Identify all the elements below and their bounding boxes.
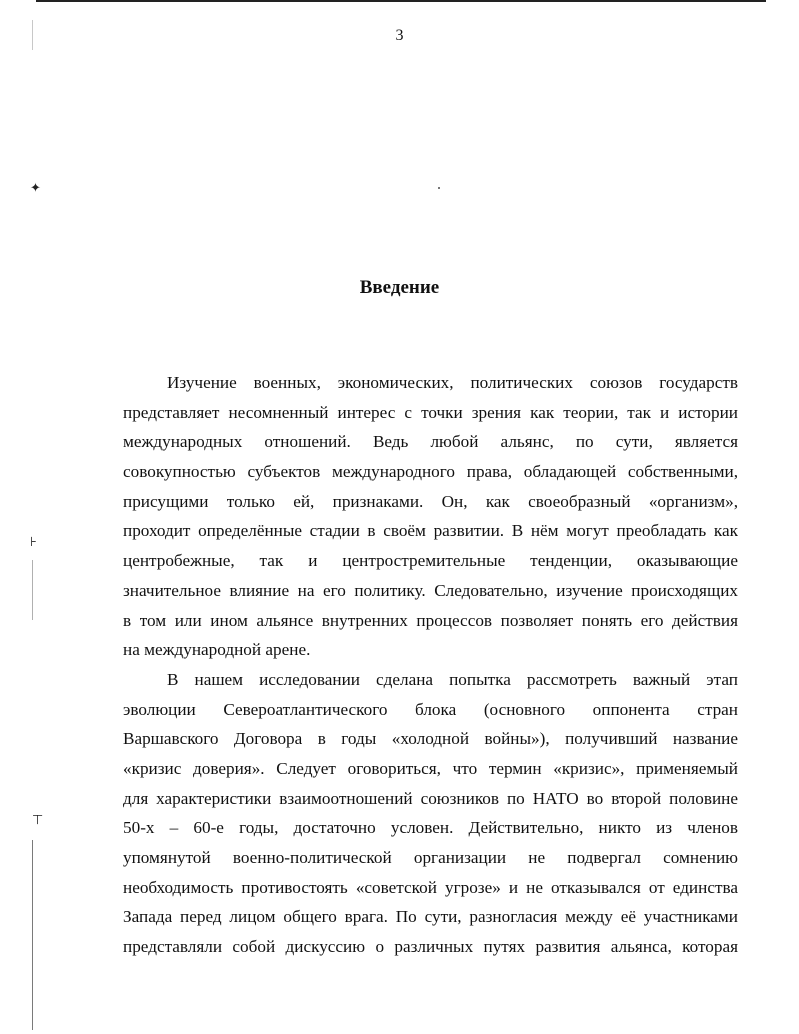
scan-speck: [438, 187, 440, 189]
text-line: на международной арене.: [123, 640, 311, 660]
scan-artifact-mark: ⊤: [32, 813, 44, 828]
scan-edge-line: [32, 840, 33, 1030]
text-line: центробежные, так и центростремительные тенденции, оказывающие: [123, 551, 738, 571]
text-line: Запада перед лицом общего врага. По сути, разногласия между её участниками: [123, 907, 738, 927]
text-line: 50-х – 60-е годы, достаточно условен. Действительно, никто из членов: [123, 818, 738, 838]
text-line: проходит определённые стадии в своём развитии. В нём могут преобладать как: [123, 521, 738, 541]
scan-edge-line: [32, 560, 33, 620]
text-line: совокупностью субъектов международного права, обладающей собственными,: [123, 462, 738, 482]
text-line: эволюции Североатлантического блока (основного оппонента стран: [123, 699, 738, 719]
text-line: международных отношений. Ведь любой альянс, по сути, является: [123, 432, 738, 452]
scan-top-border: [36, 0, 766, 2]
paragraph-2: [123, 665, 738, 962]
text-line: значительное влияние на его политику. Следовательно, изучение происходящих: [123, 580, 738, 600]
text-line: упомянутой военно-политической организации не подвергал сомнению: [123, 848, 738, 867]
paragraph-1: [123, 368, 738, 665]
text-line: В нашем исследовании сделана попытка рассмотреть важный этап: [167, 669, 738, 689]
text-line: Изучение военных, экономических, политических союзов государств: [167, 373, 738, 392]
text-line: необходимость противостоять «советской угрозе» и не отказывался от единства: [123, 877, 738, 897]
text-line: «кризис доверия». Следует оговориться, что термин «кризис», применяемый: [123, 758, 738, 778]
page-number: 3: [395, 27, 404, 44]
text-line: представляли собой дискуссию о различных путях развития альянса, которая: [123, 937, 738, 957]
body-text: [123, 368, 738, 962]
text-line: для характеристики взаимоотношений союзников по НАТО во второй половине: [123, 788, 738, 808]
text-line: в том или ином альянсе внутренних процессов позволяет понять его действия: [123, 610, 738, 630]
text-line: присущими только ей, признаками. Он, как своеобразный «организм»,: [123, 491, 738, 511]
scan-artifact-mark: ⊦: [30, 535, 37, 550]
section-heading: Введение: [359, 277, 440, 298]
text-line: Варшавского Договора в годы «холодной войны»), получивший название: [123, 729, 738, 749]
text-line: представляет несомненный интерес с точки зрения как теории, так и истории: [123, 402, 738, 422]
scan-artifact-mark: ✦: [30, 181, 41, 196]
